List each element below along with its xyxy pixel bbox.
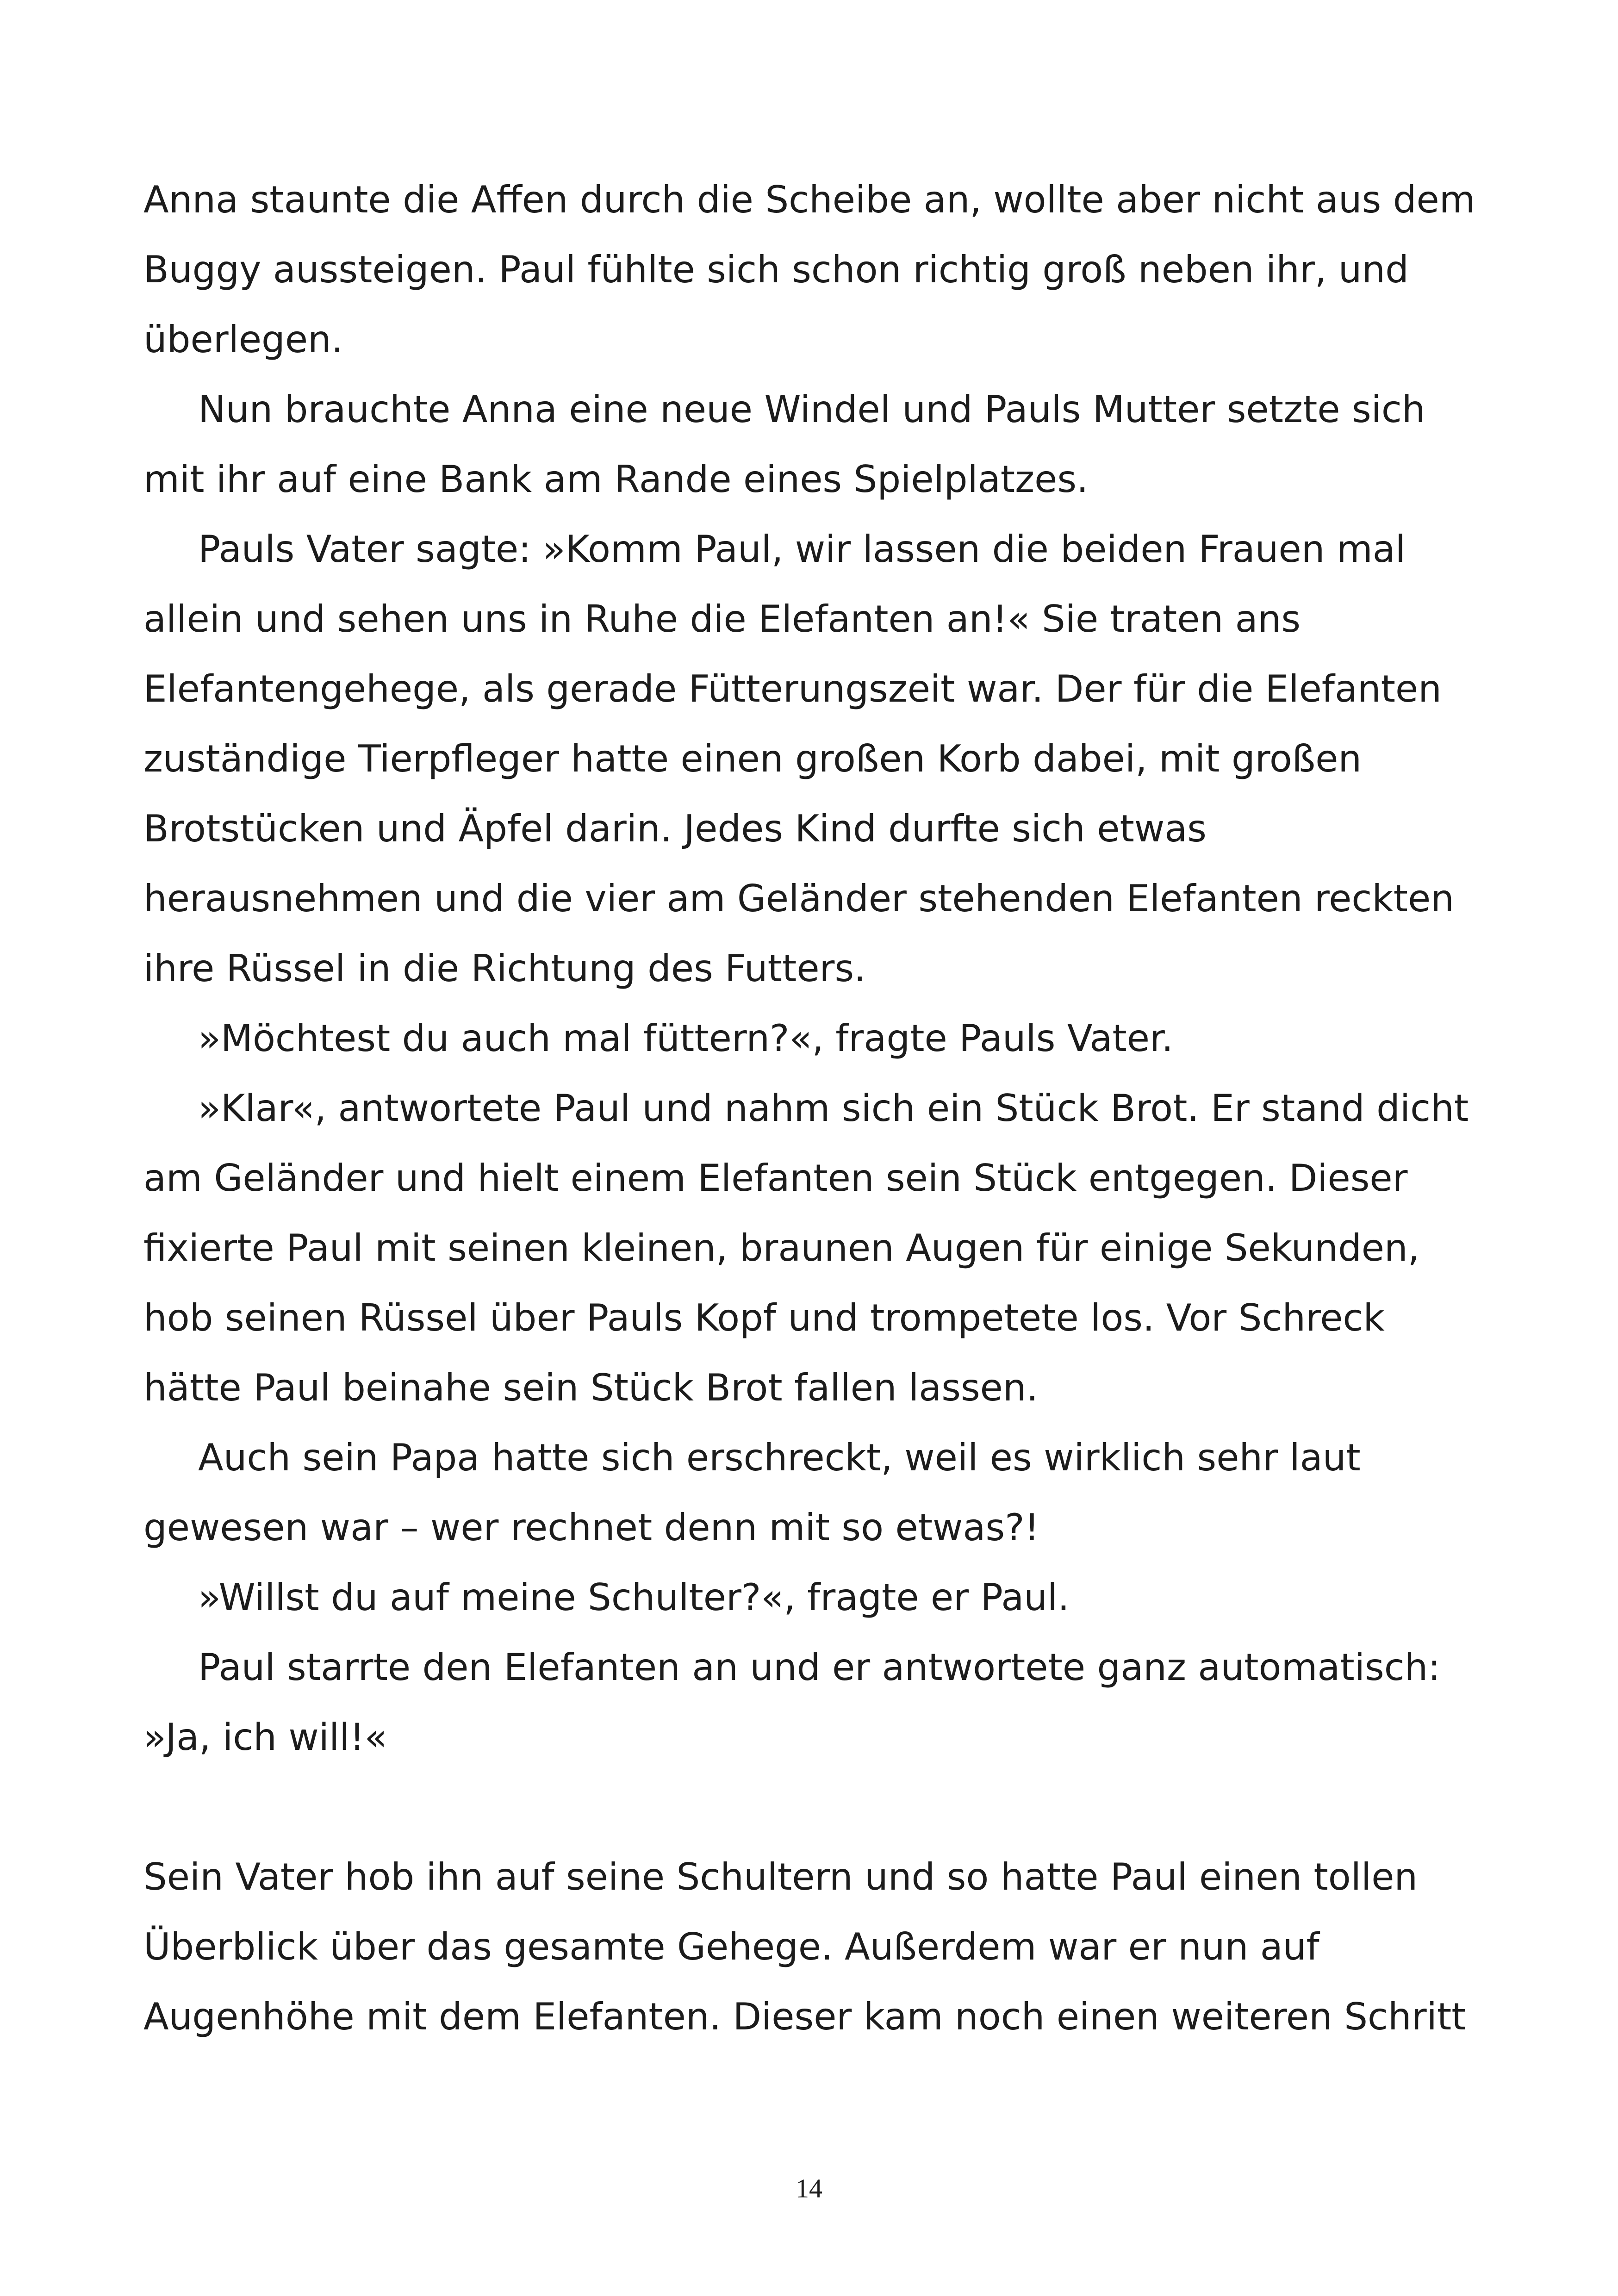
- text-line: »Möchtest du auch mal füttern?«, fragte Pauls Vater.: [198, 1017, 1173, 1060]
- text-line: zuständige Tierpfleger hatte einen großen Korb dabei, mit großen: [143, 737, 1362, 780]
- text-line: Elefantengehege, als gerade Fütterungszeit war. Der für die Elefanten: [143, 667, 1442, 710]
- text-line: »Ja, ich will!«: [143, 1716, 387, 1759]
- text-line: Buggy aussteigen. Paul fühlte sich schon richtig groß neben ihr, und: [143, 248, 1409, 291]
- page-number: 14: [796, 2173, 822, 2203]
- text-line: allein und sehen uns in Ruhe die Elefanten an!« Sie traten ans: [143, 597, 1301, 641]
- text-line: Sein Vater hob ihn auf seine Schultern und so hatte Paul einen tollen: [143, 1855, 1418, 1898]
- text-line: Brotstücken und Äpfel darin. Jedes Kind durfte sich etwas: [143, 807, 1207, 850]
- text-line: gewesen war – wer rechnet denn mit so etwas?!: [143, 1506, 1039, 1549]
- text-line: »Willst du auf meine Schulter?«, fragte er Paul.: [198, 1576, 1070, 1619]
- text-line: herausnehmen und die vier am Geländer stehenden Elefanten reckten: [143, 877, 1454, 920]
- text-line: hob seinen Rüssel über Pauls Kopf und trompetete los. Vor Schreck: [143, 1296, 1385, 1339]
- text-line: am Geländer und hielt einem Elefanten sein Stück entgegen. Dieser: [143, 1157, 1408, 1200]
- text-line: mit ihr auf eine Bank am Rande eines Spielplatzes.: [143, 458, 1089, 501]
- text-line: Überblick über das gesamte Gehege. Außerdem war er nun auf: [143, 1925, 1319, 1968]
- text-line: Nun brauchte Anna eine neue Windel und Pauls Mutter setzte sich: [198, 388, 1425, 431]
- text-line: überlegen.: [143, 318, 343, 361]
- text-line: Augenhöhe mit dem Elefanten. Dieser kam noch einen weiteren Schritt: [143, 1995, 1466, 2038]
- text-line: Paul starrte den Elefanten an und er antwortete ganz automatisch:: [198, 1646, 1441, 1689]
- text-line: fixierte Paul mit seinen kleinen, braunen Augen für einige Sekunden,: [143, 1226, 1420, 1269]
- text-line: ihre Rüssel in die Richtung des Futters.: [143, 947, 866, 990]
- text-line: Pauls Vater sagte: »Komm Paul, wir lassen die beiden Frauen mal: [198, 528, 1406, 571]
- text-line: hätte Paul beinahe sein Stück Brot fallen lassen.: [143, 1366, 1039, 1409]
- text-line: »Klar«, antwortete Paul und nahm sich ein Stück Brot. Er stand dicht: [198, 1087, 1469, 1130]
- text-line: Anna staunte die Affen durch die Scheibe an, wollte aber nicht aus dem: [143, 178, 1475, 221]
- body-text: [143, 165, 1475, 2052]
- paragraph-gap: [143, 1772, 1439, 1842]
- text-line: Auch sein Papa hatte sich erschreckt, weil es wirklich sehr laut: [198, 1436, 1361, 1479]
